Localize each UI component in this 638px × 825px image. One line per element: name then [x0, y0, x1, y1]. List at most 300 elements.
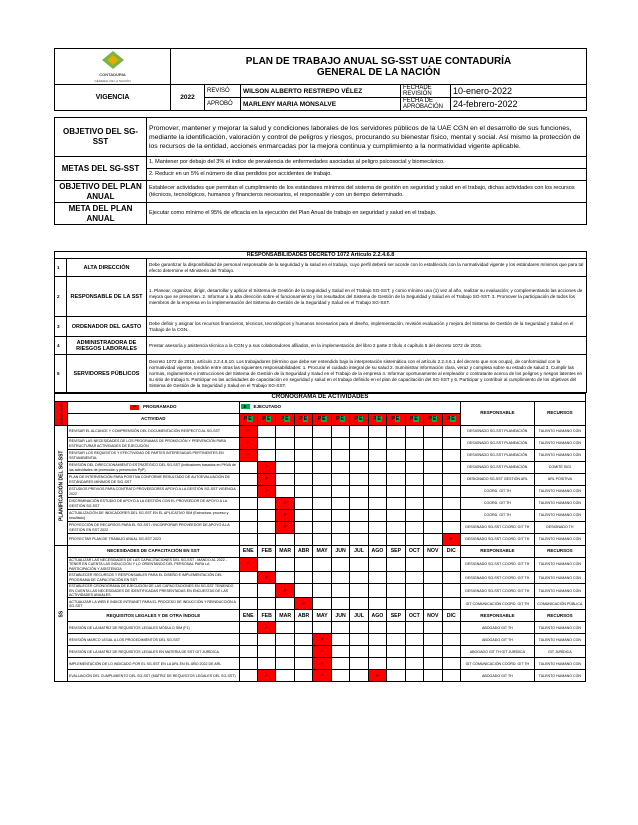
month-cell — [313, 498, 331, 510]
responsible-cell: DESIGNADO SG-SST PLANEACIÓN — [460, 426, 534, 438]
month-header: SEP — [387, 610, 405, 622]
month-header: ENE — [239, 546, 257, 558]
programado-mark: P — [257, 462, 275, 474]
month-cell — [331, 598, 349, 610]
objetivo-sgsst-text: Promover, mantener y mejorar la salud y condiciones laborales de los servidores públicos de la UAE CGN en el desarrollo de sus funciones, mediante la identificación, valoración y control de peligros y riesgos, procurando su bienestar físico, mental y social. Así mismo la protección de los recursos de la entidad, acciones enmarcadas por la mejora continua y cumplimiento a la normatividad vigente aplicable. — [147, 118, 587, 157]
month-cell — [276, 646, 294, 658]
resource-cell: TALENTO HUMANO CGN — [534, 450, 585, 462]
month-cell — [331, 572, 349, 584]
pe-header — [294, 414, 312, 426]
programado-mark: P — [239, 450, 257, 462]
month-cell — [331, 646, 349, 658]
month-cell — [257, 426, 275, 438]
fecha-revision-value: 10-enero-2022 — [451, 85, 587, 98]
month-cell — [442, 462, 460, 474]
month-cell — [424, 598, 442, 610]
activity-text: REVISAR LAS NECESIDADES DE LOS PROGRAMAS DE PROMOCIÓN Y PREVENCIÓN PARA ESTRUCTURAR ACTIVIDADES DE EJECUCIÓN — [68, 438, 240, 450]
logo-text: CONTADURIA — [99, 71, 126, 77]
legend-programado-swatch: P — [130, 405, 139, 409]
pe-p: P — [372, 416, 377, 423]
month-cell — [368, 474, 386, 486]
month-cell — [331, 670, 349, 682]
month-cell — [294, 438, 312, 450]
activity-text: ACTUALIZAR LAS NECESIDADES DE LAS CAPACITACIONES DEL SG-SST - MANDO AL 2022 - TENER EN CUENTA LAS INDUCCIÓN Y LO ORIENTANDO DEL PERSONAL PARA LA PARTICIPACIÓN Y ASISTENCIA — [68, 558, 240, 572]
month-cell — [424, 634, 442, 646]
month-cell — [350, 558, 368, 572]
schedule-title: CRONOGRAMA DE ACTIVIDADES — [55, 394, 586, 402]
month-cell — [368, 658, 386, 670]
programado-mark: P — [257, 670, 275, 682]
pe-header — [331, 414, 349, 426]
month-cell — [424, 486, 442, 498]
resource-cell: TALENTO HUMANO CGN — [534, 634, 585, 646]
month-cell — [442, 658, 460, 670]
responsible-cell: COORD. GIT TH — [460, 510, 534, 522]
month-cell — [313, 486, 331, 498]
month-cell — [276, 634, 294, 646]
resp-text: Prestar asesoría y asistencia técnica a la CGN y a sus colaboradores afiliados, en la implementación del libro 2 parte 2 título 4 capítulo 6 del decreto 1072 de 2015. — [147, 337, 587, 355]
month-cell — [387, 486, 405, 498]
programado-mark: P — [239, 426, 257, 438]
month-cell — [405, 584, 423, 598]
responsible-cell: DESIGNADO SG-SST COORD. GIT TH — [460, 558, 534, 572]
programado-mark: P — [313, 634, 331, 646]
month-cell — [387, 670, 405, 682]
month-cell — [442, 498, 460, 510]
pe-e: E — [266, 416, 271, 423]
recursos-header: RECURSOS — [534, 546, 585, 558]
month-cell — [313, 534, 331, 546]
pe-p: P — [317, 416, 322, 423]
resource-cell: TALENTO HUMANO CGN — [534, 486, 585, 498]
month-cell — [276, 426, 294, 438]
meta-plan-text: Ejecutar como mínimo el 95% de eficacia en la ejecución del Plan Anual de trabajo en seguridad y salud en el trabajo. — [147, 203, 587, 225]
activity-text: PLAN DE INTERVENCIÓN PARA POSITIVA CONFORME RESULTADO DE AUTOEVALUACIÓN DE ESTÁNDARES MÍNIMOS DE SIG-SST — [68, 474, 240, 486]
responsible-cell: DESIGNADO SG-SST PLANEACIÓN — [460, 450, 534, 462]
month-cell — [331, 450, 349, 462]
responsible-cell: DESIGNADO SG-SST COORD. GIT TH — [460, 522, 534, 534]
month-cell — [239, 572, 257, 584]
aprobo-name: MARLENY MARIA MONSALVE — [241, 98, 401, 111]
month-cell — [424, 498, 442, 510]
month-cell — [442, 670, 460, 682]
month-cell — [331, 474, 349, 486]
resource-cell: ARL POSITIVA — [534, 474, 585, 486]
month-cell — [442, 486, 460, 498]
month-cell — [239, 658, 257, 670]
month-cell — [424, 450, 442, 462]
month-cell — [276, 658, 294, 670]
month-cell — [313, 462, 331, 474]
meta-1-text: 1. Mantener por debajo del 3% el índice de prevalencia de enfermedades asociadas al peligro psicosocial y biomecánico. — [147, 157, 587, 169]
programado-mark: P — [276, 522, 294, 534]
title-line-1: PLAN DE TRABAJO ANUAL SG-SST UAE CONTADURÍA — [245, 55, 512, 67]
pe-p: P — [299, 416, 303, 423]
month-cell — [294, 634, 312, 646]
legend-ejecutado-swatch: E — [241, 404, 250, 409]
objetivo-plan-text: Establecer actividades que permitan el cumplimiento de los estándares mínimos del sistema de gestión en seguridad y salud en el trabajo, dichas actividades con los recursos (técnicos, tecnológicos, humanos y financieros necesarios, el responsable y con un tiempo determinado. — [147, 181, 587, 203]
table-row — [55, 486, 586, 498]
month-cell — [424, 510, 442, 522]
programado-mark: P — [257, 486, 275, 498]
month-cell — [239, 584, 257, 598]
month-cell — [239, 534, 257, 546]
month-header: SEP — [387, 546, 405, 558]
responsable-header: RESPONSABLE — [460, 610, 534, 622]
month-cell — [387, 498, 405, 510]
pe-header — [239, 414, 257, 426]
month-cell — [331, 426, 349, 438]
month-cell — [350, 572, 368, 584]
month-cell — [294, 670, 312, 682]
table-row — [55, 510, 586, 522]
month-cell — [387, 598, 405, 610]
resp-num: 5 — [55, 355, 67, 393]
table-row — [55, 558, 586, 572]
month-cell — [350, 670, 368, 682]
month-cell — [331, 438, 349, 450]
month-cell — [350, 438, 368, 450]
month-cell — [405, 498, 423, 510]
reviso-name: WILSON ALBERTO RESTREPO VÉLEZ — [241, 85, 401, 98]
month-cell — [350, 510, 368, 522]
month-cell — [368, 622, 386, 634]
month-cell — [405, 534, 423, 546]
responsible-cell: DESIGNADO SG-SST COORD. GIT TH — [460, 534, 534, 546]
programado-mark: P — [276, 510, 294, 522]
month-cell — [442, 426, 460, 438]
pe-header — [442, 414, 460, 426]
month-cell — [331, 658, 349, 670]
pe-e: E — [395, 416, 400, 423]
month-cell — [239, 510, 257, 522]
activity-text: ESTUDIOS PREVIOS PARA CONTRATO PROVEEDORES APOYO A LA GESTIÓN SG-SST VIGENCIA 2022 — [68, 486, 240, 498]
resp-text: Debe definir y asignar los recursos financieros, técnicos, tecnológicos y humanos necesarios para el diseño, implementación, revisión evaluación y mejora del Sistema de Gestión de la Seguridad y Salud en el Trabajo de la CGN. — [147, 317, 587, 337]
table-row — [55, 522, 586, 534]
responsible-cell: DESIGNADO SG-SST COORD. GIT TH — [460, 572, 534, 584]
month-cell — [405, 426, 423, 438]
programado-mark: P — [276, 498, 294, 510]
table-row — [55, 634, 586, 646]
month-cell — [257, 634, 275, 646]
programado-mark: P — [257, 572, 275, 584]
month-cell — [387, 646, 405, 658]
month-cell — [442, 474, 460, 486]
month-cell — [331, 522, 349, 534]
responsible-cell: GIT COMUNICACIÓN COORD. GIT TH — [460, 658, 534, 670]
month-header: OCT — [405, 546, 423, 558]
responsible-cell: GIT COMUNICACIÓN COORD. GIT TH — [460, 598, 534, 610]
pe-p: P — [262, 416, 266, 423]
meta-2-text: 2. Reducir en un 5% el número de días perdidos por accidentes de trabajo. — [147, 169, 587, 181]
month-cell — [257, 598, 275, 610]
month-cell — [387, 438, 405, 450]
month-cell — [331, 486, 349, 498]
month-cell — [405, 450, 423, 462]
resource-cell: DESIGNADO TH — [534, 522, 585, 534]
resp-text: Decreto 1072 de 2015, artículo 2.2.4.6.10. Los trabajadores (término que debe ser entendido bajo la interpretación sistemática con el artículo 2.2.4.6.1 del decreto que nos ocupa), de conformidad con la normatividad vigente, tendrán entre otras las siguientes responsabilidades: 1. Procurar el cuidado integral de su salud 2. Suministrar información clara, veraz y completa sobre su estado de salud 3. Cumplir las normas, reglamentos e instrucciones del Sistema de Gestión de la Seguridad y Salud en el Trabajo de la empresa 4. Informar oportunamente al empleador o contratante acerca de los peligros y riesgos latentes en su sitio de trabajo 5. Participar en las actividades de capacitación en seguridad y salud en el trabajo definido en el plan de capacitación del SG-SST y 6. Participar y contribuir al cumplimiento de los objetivos del Sistema de Gestión de la Seguridad y Salud en el Trabajo SG-SST. — [147, 355, 587, 393]
activity-text: ACTUALIZAR LA WEB E INDICE INTRANET PARA EL PROCESO DE INDUCCIÓN Y REINDUCCIÓN A SG-SST — [68, 598, 240, 610]
month-cell — [313, 450, 331, 462]
programado-mark: P — [368, 670, 386, 682]
month-cell — [424, 572, 442, 584]
cgn-logo-icon — [100, 50, 126, 70]
pe-header — [368, 414, 386, 426]
month-cell — [313, 558, 331, 572]
month-cell — [405, 558, 423, 572]
month-cell — [294, 534, 312, 546]
resource-cell: TALENTO HUMANO CGN — [534, 572, 585, 584]
pe-p: P — [409, 416, 414, 423]
resp-num: 3 — [55, 317, 67, 337]
month-cell — [442, 558, 460, 572]
planning-section-label: PLANIFICACIÓN DEL SG-SST — [55, 426, 68, 546]
month-cell — [331, 558, 349, 572]
month-cell — [405, 646, 423, 658]
month-cell — [294, 426, 312, 438]
month-cell — [387, 558, 405, 572]
month-cell — [331, 634, 349, 646]
activity-text: ESTABLECER CRONOGRAMA DE EJECUCIÓN DE LAS CAPACITACIONES EN SG-SST TENIENDO EN CUENTA LAS NECESIDADES DE IDENTIFICADAS PRESENTADAS EN ENCUESTAS DE LAS ACTIVIDADES ANUALES — [68, 584, 240, 598]
month-cell — [424, 558, 442, 572]
month-cell — [442, 634, 460, 646]
month-header: JUN — [331, 610, 349, 622]
training-header: NECESIDADES DE CAPACITACIÓN EN SST — [68, 546, 240, 558]
resp-num: 1 — [55, 259, 67, 277]
month-cell — [368, 634, 386, 646]
table-row — [55, 474, 586, 486]
month-cell — [350, 598, 368, 610]
month-cell — [350, 426, 368, 438]
month-cell — [442, 522, 460, 534]
month-cell — [387, 584, 405, 598]
month-cell — [294, 658, 312, 670]
side-tab: SEGUIM. ACTIV. — [55, 402, 68, 426]
pe-header — [257, 414, 275, 426]
pe-e: E — [451, 416, 455, 423]
month-cell — [405, 438, 423, 450]
programado-mark: P — [442, 534, 460, 546]
document-header — [54, 48, 587, 111]
month-cell — [239, 498, 257, 510]
month-cell — [368, 498, 386, 510]
month-header: AGO — [368, 610, 386, 622]
month-cell — [294, 522, 312, 534]
month-cell — [405, 474, 423, 486]
month-header: ABR — [294, 546, 312, 558]
resp-role-servidores: SERVIDORES PÚBLICOS — [67, 355, 147, 393]
activity-text: PROYECCIÓN DE RECURSOS PARA EL SG-SST / INCORPORAR PROVEEDOR DE APOYO A LA GESTIÓN EN SST 2022 — [68, 522, 240, 534]
resource-cell: TALENTO HUMANO CGN — [534, 670, 585, 682]
responsibilities-table — [54, 251, 587, 393]
schedule-table — [54, 393, 586, 682]
pe-p: P — [336, 416, 340, 423]
resource-cell: GIT JURÍDICA — [534, 646, 585, 658]
month-cell — [350, 498, 368, 510]
month-cell — [257, 558, 275, 572]
month-cell — [257, 658, 275, 670]
aprobo-label: APROBÓ — [205, 98, 241, 111]
month-cell — [405, 634, 423, 646]
pe-p: P — [391, 416, 395, 423]
month-cell — [239, 670, 257, 682]
month-cell — [387, 474, 405, 486]
month-cell — [350, 658, 368, 670]
recursos-header: RECURSOS — [534, 610, 585, 622]
month-cell — [257, 498, 275, 510]
month-cell — [257, 584, 275, 598]
fecha-revision-label: FECHADE REVISIÓN — [401, 85, 451, 98]
month-header: JUL — [350, 610, 368, 622]
month-cell — [313, 584, 331, 598]
month-cell — [294, 498, 312, 510]
responsible-cell: DESIGNADO SG-SST PLANEACIÓN — [460, 438, 534, 450]
month-cell — [387, 622, 405, 634]
pe-e: E — [285, 416, 289, 423]
fecha-aprobacion-value: 24-febrero-2022 — [451, 98, 587, 111]
month-header: FEB — [257, 546, 275, 558]
resource-cell: TALENTO HUMANO CGN — [534, 622, 585, 634]
activity-text: PROYECTAR PLAN DE TRABAJO ANUAL SG-SST 2023 — [68, 534, 240, 546]
month-cell — [313, 572, 331, 584]
month-cell — [257, 438, 275, 450]
month-cell — [313, 474, 331, 486]
month-cell — [294, 622, 312, 634]
activity-text: ESTABLECER RECURSOS Y RESPONSABLES PARA EL DISEÑO E IMPLEMENTACIÓN DEL PROGRAMA DE CAPACITACIÓN EN SST — [68, 572, 240, 584]
month-header: ABR — [294, 610, 312, 622]
activity-text: REVISAR LOS REQUISITOS Y EFECTIVIDAD DE PARTES INTERESADAS PERTINENTES EN SST/AMBIENTAL — [68, 450, 240, 462]
month-cell — [350, 474, 368, 486]
vigencia-label: VIGENCIA — [55, 85, 171, 111]
resp-num: 4 — [55, 337, 67, 355]
month-cell — [331, 534, 349, 546]
activity-text: REVISAR EL ALCANCE Y COMPRENSIÓN DEL DOCUMENTACIÓN RESPECTO AL SG-SST — [68, 426, 240, 438]
month-cell — [387, 522, 405, 534]
month-cell — [442, 572, 460, 584]
month-cell — [239, 646, 257, 658]
reviso-label: REVISÓ — [205, 85, 241, 98]
pe-p: P — [243, 416, 248, 423]
pe-header — [424, 414, 442, 426]
resource-cell: COMUNICACIÓN PÚBLICA — [534, 598, 585, 610]
table-row — [55, 646, 586, 658]
title-line-2: GENERAL DE LA NACIÓN — [316, 66, 441, 78]
logo-subtext: GENERAL DE LA NACIÓN — [94, 78, 131, 83]
month-cell — [387, 634, 405, 646]
month-cell — [294, 462, 312, 474]
table-row — [55, 450, 586, 462]
month-cell — [239, 622, 257, 634]
legend-ejecutado-label: EJECUTADO — [253, 404, 281, 410]
month-cell — [442, 622, 460, 634]
pe-header — [276, 414, 294, 426]
resp-role-alta-direccion: ALTA DIRECCIÓN — [67, 259, 147, 277]
month-cell — [239, 486, 257, 498]
responsible-cell: COORD. GIT TH — [460, 486, 534, 498]
resource-cell: TALENTO HUMANO CGN — [534, 534, 585, 546]
pe-p: P — [354, 416, 358, 423]
activity-text: REVISIÓN DEL DIRECCIONAMIENTO ESTRATÉGICO DEL SG-SST (Indicadores basados en PHVA de las actividades de promoción y prevención PyP) — [68, 462, 240, 474]
month-cell — [313, 510, 331, 522]
programado-mark: P — [294, 598, 312, 610]
month-cell — [276, 598, 294, 610]
month-cell — [350, 584, 368, 598]
month-cell — [257, 522, 275, 534]
responsible-cell: ABOGADO GIT TH GIT JURÍDICA — [460, 646, 534, 658]
month-cell — [442, 646, 460, 658]
month-cell — [276, 622, 294, 634]
month-cell — [294, 584, 312, 598]
pe-header — [350, 414, 368, 426]
month-cell — [405, 572, 423, 584]
pe-e: E — [303, 416, 308, 423]
month-header: JUN — [331, 546, 349, 558]
table-row — [55, 622, 586, 634]
month-cell — [424, 426, 442, 438]
month-cell — [424, 522, 442, 534]
pe-e: E — [248, 416, 252, 423]
pe-header — [387, 414, 405, 426]
month-cell — [442, 584, 460, 598]
actividad-header: ACTIVIDAD — [68, 414, 240, 426]
pe-header — [313, 414, 331, 426]
month-cell — [424, 474, 442, 486]
pe-header — [405, 414, 423, 426]
vigencia-year: 2022 — [171, 85, 205, 111]
month-cell — [350, 450, 368, 462]
month-cell — [276, 486, 294, 498]
pe-e: E — [414, 416, 418, 423]
month-cell — [276, 534, 294, 546]
month-header: NOV — [424, 546, 442, 558]
month-cell — [276, 558, 294, 572]
month-header: MAR — [276, 610, 294, 622]
table-row — [55, 658, 586, 670]
month-cell — [350, 534, 368, 546]
month-cell — [331, 462, 349, 474]
month-cell — [294, 510, 312, 522]
pe-p: P — [446, 416, 451, 423]
month-cell — [350, 522, 368, 534]
resp-num: 2 — [55, 277, 67, 317]
month-cell — [331, 498, 349, 510]
month-cell — [276, 450, 294, 462]
resp-text: Debe garantizar la disponibilidad de personal responsable de la seguridad y la salud en el trabajo, cuyo perfil deberá ser acorde con lo establecido con la normatividad vigente y los estándares mínimos que para tal efecto determine el Ministerio del Trabajo. — [147, 259, 587, 277]
month-header: ENE — [239, 610, 257, 622]
month-cell — [331, 584, 349, 598]
table-row — [55, 498, 586, 510]
month-cell — [368, 450, 386, 462]
logo — [55, 49, 171, 85]
month-cell — [387, 534, 405, 546]
month-cell — [239, 634, 257, 646]
table-row — [55, 572, 586, 584]
resource-cell: TALENTO HUMANO CGN — [534, 584, 585, 598]
resource-cell: TALENTO HUMANO CGN — [534, 658, 585, 670]
month-cell — [368, 486, 386, 498]
month-cell — [387, 450, 405, 462]
pe-e: E — [358, 416, 363, 423]
table-row — [55, 598, 586, 610]
legend-programado-label: PROGRAMADO — [143, 404, 177, 410]
month-cell — [257, 646, 275, 658]
activity-text: REVISIÓN DE LA MATRIZ DE REQUISITOS LEGALES EN MATERIA DE SST GIT JURÍDICA — [68, 646, 240, 658]
month-cell — [424, 646, 442, 658]
month-header: DIC — [442, 610, 460, 622]
month-cell — [350, 646, 368, 658]
month-cell — [405, 658, 423, 670]
legend-ejecutado — [239, 402, 460, 414]
